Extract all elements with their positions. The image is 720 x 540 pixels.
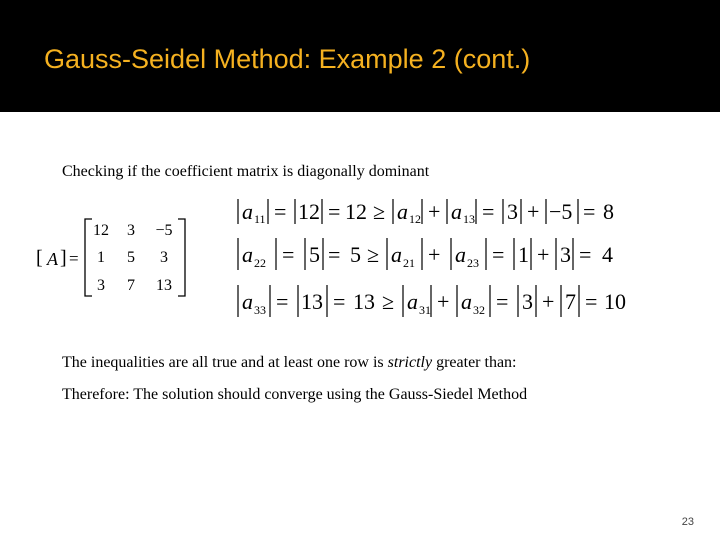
svg-text:a: a — [391, 242, 402, 267]
svg-text:=: = — [276, 289, 289, 314]
matrix-cell: 3 — [127, 222, 135, 239]
svg-text:a: a — [242, 289, 253, 314]
svg-text:+: + — [537, 242, 550, 267]
offdiag-subscript: 13 — [463, 212, 475, 226]
inequality-note-prefix: The inequalities are all true and at least one row is — [62, 354, 388, 371]
intro-text: Checking if the coefficient matrix is diagonally dominant — [62, 163, 430, 180]
svg-text:+: + — [428, 199, 441, 224]
svg-text:=: = — [579, 242, 592, 267]
svg-text:a: a — [461, 289, 472, 314]
matrix-a — [36, 219, 185, 296]
diag-value-rhs: 5 — [350, 242, 361, 267]
svg-text:+: + — [428, 242, 441, 267]
dominance-check-row-3 — [238, 285, 626, 317]
svg-text:=: = — [583, 199, 596, 224]
svg-text:=: = — [482, 199, 495, 224]
matrix-cell: 7 — [127, 277, 135, 294]
matrix-cell: 5 — [127, 249, 135, 266]
offdiag-sum: 4 — [602, 242, 613, 267]
svg-text:≥: ≥ — [382, 289, 395, 314]
svg-text:a: a — [407, 289, 418, 314]
inequality-note — [62, 354, 517, 372]
slide-title: Gauss-Seidel Method: Example 2 (cont.) — [44, 44, 531, 74]
page-number: 23 — [681, 516, 694, 528]
diag-value-rhs: 12 — [345, 199, 367, 224]
matrix-cell: 1 — [97, 249, 105, 266]
diag-value: 5 — [309, 242, 320, 267]
svg-text:a: a — [451, 199, 462, 224]
svg-text:a: a — [242, 242, 253, 267]
svg-text:=: = — [328, 242, 341, 267]
diag-value-rhs: 13 — [353, 289, 375, 314]
svg-text:≥: ≥ — [367, 242, 380, 267]
diag-value: 13 — [301, 289, 323, 314]
offdiag-sum: 10 — [604, 289, 626, 314]
offdiag-subscript: 21 — [403, 256, 415, 270]
matrix-left-bracket — [85, 219, 92, 296]
matrix-cell: 13 — [156, 277, 172, 294]
matrix-cell: 12 — [93, 222, 109, 239]
svg-text:+: + — [437, 289, 450, 314]
offdiag-subscript: 32 — [473, 303, 485, 317]
svg-text:=: = — [585, 289, 598, 314]
svg-text:=: = — [496, 289, 509, 314]
svg-text:=: = — [282, 242, 295, 267]
offdiag-value: 3 — [507, 199, 518, 224]
svg-text:a: a — [242, 199, 253, 224]
svg-text:a: a — [455, 242, 466, 267]
svg-text:=: = — [333, 289, 346, 314]
diag-subscript: 33 — [254, 303, 266, 317]
svg-text:+: + — [542, 289, 555, 314]
diag-value: 12 — [298, 199, 320, 224]
matrix-rbracket-glyph: ] — [60, 247, 67, 269]
offdiag-value: 1 — [518, 242, 529, 267]
svg-text:≥: ≥ — [373, 199, 386, 224]
matrix-lbracket-glyph: [ — [36, 247, 43, 269]
offdiag-value: 3 — [560, 242, 571, 267]
offdiag-value: −5 — [549, 199, 573, 224]
matrix-right-bracket — [178, 219, 185, 296]
svg-text:+: + — [527, 199, 540, 224]
matrix-cell: −5 — [155, 222, 173, 239]
matrix-name: A — [47, 249, 58, 269]
svg-text:=: = — [274, 199, 287, 224]
svg-text:=: = — [328, 199, 341, 224]
svg-text:a: a — [397, 199, 408, 224]
offdiag-sum: 8 — [603, 199, 614, 224]
svg-text:=: = — [492, 242, 505, 267]
offdiag-subscript: 23 — [467, 256, 479, 270]
offdiag-subscript: 31 — [419, 303, 431, 317]
matrix-cell: 3 — [160, 249, 168, 266]
conclusion-text: Therefore: The solution should converge using the Gauss-Siedel Method — [62, 386, 528, 403]
offdiag-value: 3 — [522, 289, 533, 314]
inequality-note-suffix: greater than: — [432, 354, 517, 371]
offdiag-value: 7 — [565, 289, 576, 314]
dominance-check-row-2 — [238, 238, 613, 270]
equals-sign: = — [69, 249, 79, 268]
matrix-cell: 3 — [97, 277, 105, 294]
diag-subscript: 11 — [254, 212, 266, 226]
dominance-check-row-1 — [238, 199, 614, 226]
inequality-note-emphasis: strictly — [387, 354, 433, 371]
offdiag-subscript: 12 — [409, 212, 421, 226]
diag-subscript: 22 — [254, 256, 266, 270]
